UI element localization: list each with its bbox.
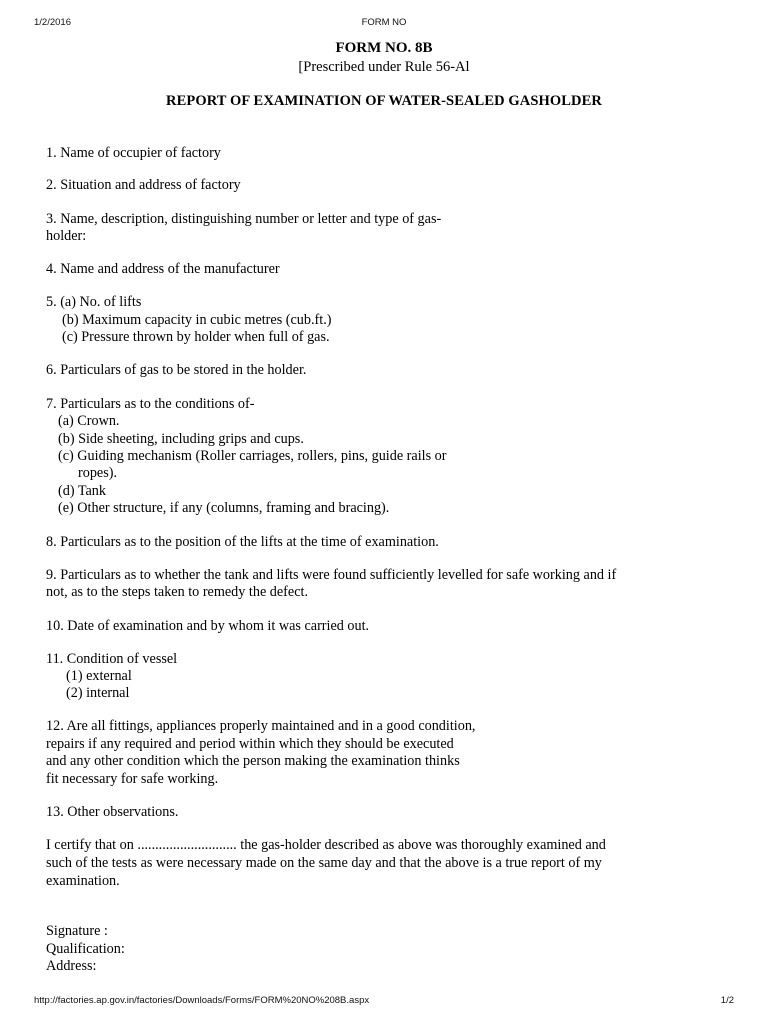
certify-line3: examination. [46, 873, 120, 889]
item-2: 2. Situation and address of factory [46, 177, 241, 193]
item-12-line1: 12. Are all fittings, appliances properly maintained and in a good condition, [46, 718, 476, 734]
prescribed-rule: [Prescribed under Rule 56-Al [298, 59, 470, 75]
item-8: 8. Particulars as to the position of the lifts at the time of examination. [46, 534, 439, 550]
item-5b: (b) Maximum capacity in cubic metres (cub.ft.) [62, 312, 332, 328]
qualification-label: Qualification: [46, 941, 125, 957]
print-footer-url: http://factories.ap.gov.in/factories/Downloads/Forms/FORM%20NO%208B.aspx [34, 995, 370, 1006]
print-footer-page: 1/2 [720, 995, 734, 1006]
item-12-line2: repairs if any required and period within which they should be executed [46, 736, 454, 752]
item-4: 4. Name and address of the manufacturer [46, 261, 280, 277]
form-number: FORM NO. 8B [335, 40, 433, 56]
report-title: REPORT OF EXAMINATION OF WATER-SEALED GASHOLDER [166, 93, 602, 109]
item-7b: (b) Side sheeting, including grips and cups. [58, 431, 304, 447]
item-12-line3: and any other condition which the person making the examination thinks [46, 753, 460, 769]
item-5c: (c) Pressure thrown by holder when full of gas. [62, 329, 330, 345]
print-header-title: FORM NO [361, 17, 407, 28]
item-3-line1: 3. Name, description, distinguishing number or letter and type of gas- [46, 211, 442, 227]
item-12-line4: fit necessary for safe working. [46, 771, 219, 787]
item-1: 1. Name of occupier of factory [46, 145, 221, 161]
print-header-date: 1/2/2016 [34, 17, 71, 28]
address-label: Address: [46, 958, 97, 974]
item-10: 10. Date of examination and by whom it was carried out. [46, 618, 370, 634]
item-6: 6. Particulars of gas to be stored in the holder. [46, 362, 307, 378]
item-11-2: (2) internal [66, 685, 130, 701]
item-7d: (d) Tank [58, 483, 106, 499]
item-7: 7. Particulars as to the conditions of- [46, 396, 255, 412]
item-13: 13. Other observations. [46, 804, 179, 820]
item-7e: (e) Other structure, if any (columns, framing and bracing). [58, 500, 390, 516]
certify-line2: such of the tests as were necessary made on the same day and that the above is a true report of my [46, 855, 602, 871]
item-11-1: (1) external [66, 668, 132, 684]
item-9-line2: not, as to the steps taken to remedy the defect. [46, 584, 308, 600]
item-11: 11. Condition of vessel [46, 651, 178, 667]
item-9-line1: 9. Particulars as to whether the tank and lifts were found sufficiently levelled for safe working and if [46, 567, 617, 583]
item-7c-line1: (c) Guiding mechanism (Roller carriages, rollers, pins, guide rails or [58, 448, 447, 464]
item-3-line2: holder: [46, 228, 87, 244]
item-5: 5. (a) No. of lifts [46, 294, 142, 310]
item-7c-line2: ropes). [78, 465, 118, 481]
certify-line1: I certify that on ............................ the gas-holder described as above was thoroughly examined and [46, 837, 606, 853]
item-7a: (a) Crown. [58, 413, 120, 429]
signature-label: Signature : [46, 923, 108, 939]
